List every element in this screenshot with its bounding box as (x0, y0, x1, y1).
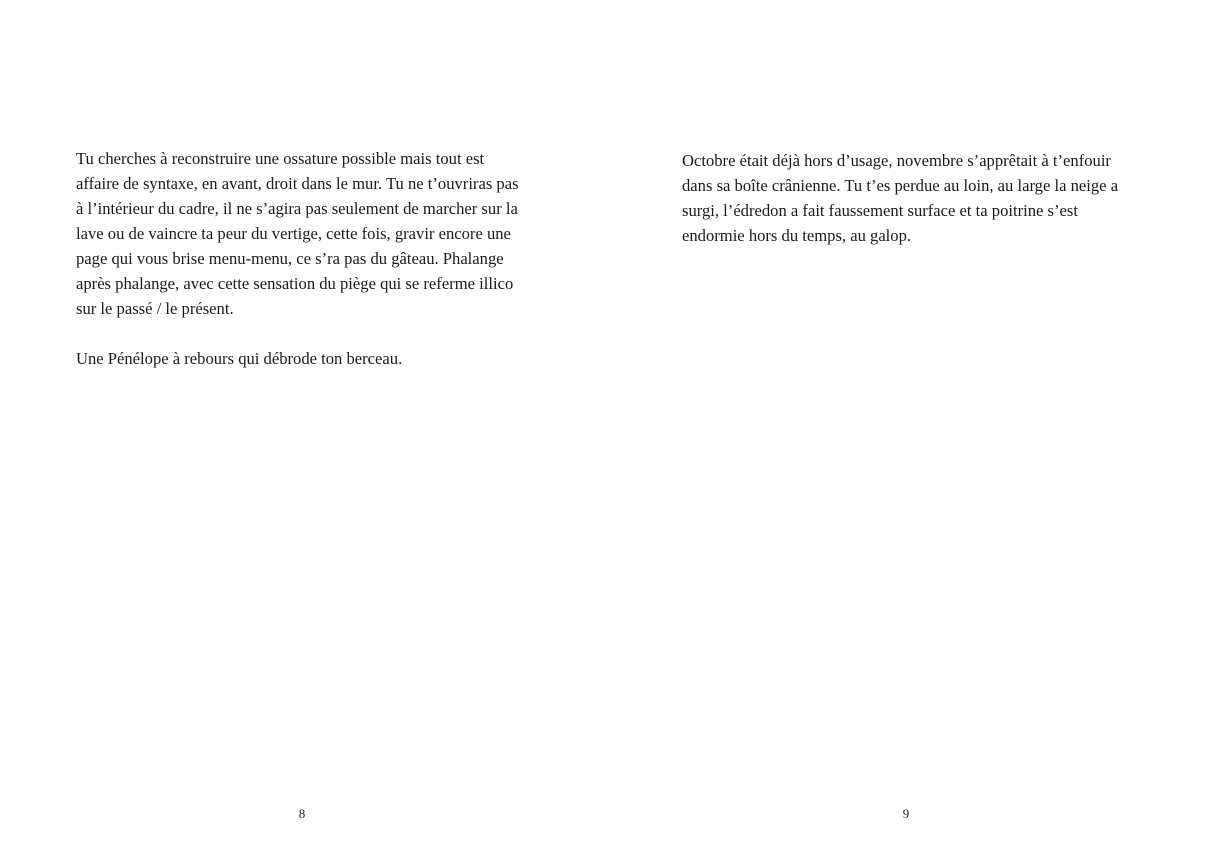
paragraph-2: Une Pénélope à rebours qui débrode ton berceau. (76, 349, 403, 368)
page-number: 9 (902, 806, 910, 821)
left-page-text (76, 146, 529, 371)
right-page (604, 0, 1208, 858)
paragraph-1: Octobre était déjà hors d’usage, novembre s’apprêtait à t’enfouir dans sa boîte crânienne. Tu t’es perdue au loin, au large la neige a surgi, l’édredon a fait faussement surface et ta poitrine s’est endormie hors du temps, au galop. (682, 151, 1119, 245)
right-page-text (682, 148, 1135, 248)
paragraph-1: Tu cherches à reconstruire une ossature possible mais tout est affaire de syntaxe, en avant, droit dans le mur. Tu ne t’ouvriras pas à l’intérieur du cadre, il ne s’agira pas seulement de marcher sur la lave ou de vaincre ta peur du vertige, cette fois, gravir encore une page qui vous brise menu-menu, ce s’ra pas du gâteau. Phalange après phalange, avec cette sensation du piège qui se referme illico sur le passé / le présent. (76, 149, 519, 318)
page-number: 8 (298, 806, 306, 821)
